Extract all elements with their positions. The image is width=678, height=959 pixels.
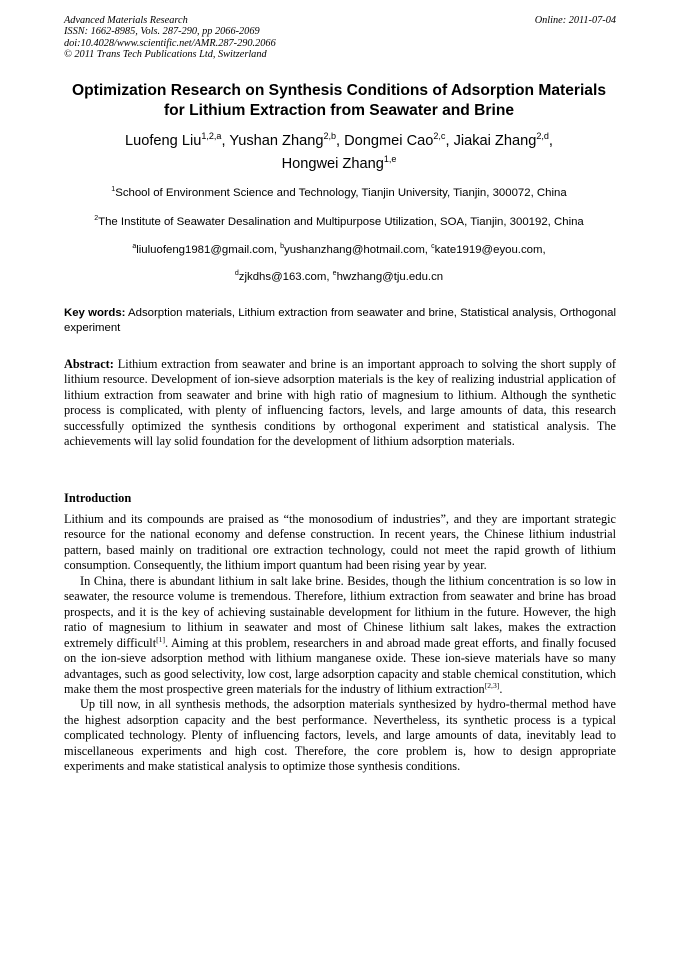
journal-name: Advanced Materials Research bbox=[64, 15, 188, 26]
email-address: liuluofeng1981@gmail.com, bbox=[136, 244, 281, 256]
paragraph-text: . Aiming at this problem, researchers in and abroad made great efforts, and finally focused on the ion-sieve adsorption method with lithium manganese oxide. These ion-sieve materials have so many advantages, such as good selectivity, low cost, large adsorption capacity and stable chemical constitution, which make them the most prospective green materials for the industry of lithium extraction bbox=[64, 635, 616, 696]
email-superscript: b bbox=[280, 243, 285, 251]
author-name: Jiakai Zhang bbox=[453, 133, 537, 149]
citation-ref: [2,3] bbox=[484, 680, 500, 690]
author-superscript: 2,c bbox=[433, 131, 446, 142]
author-list bbox=[40, 130, 638, 176]
author-separator: , bbox=[336, 133, 345, 149]
email-superscript: a bbox=[132, 243, 137, 251]
affiliation-superscript: 1 bbox=[111, 186, 116, 194]
title-line-1: Optimization Research on Synthesis Conditions of Adsorption Materials bbox=[71, 82, 606, 99]
abstract-block bbox=[64, 357, 616, 449]
affiliation-2 bbox=[30, 215, 648, 229]
email-address: kate1919@eyou.com, bbox=[434, 244, 546, 256]
author-name: Luofeng Liu bbox=[125, 133, 202, 149]
keywords-text: Adsorption materials, Lithium extraction from seawater and brine, Statistical analysis, Orthogonal experiment bbox=[64, 307, 616, 335]
paragraph: Lithium and its compounds are praised as “the monosodium of industries”, and they are important strategic resource for the national economy and defense construction. In recent years, the Chinese lithium industrial pattern, based mainly on traditional ore extraction technology, could not meet the rapid growth of lithium consumption. Consequently, the lithium import quantum had been rising year by year. bbox=[64, 512, 616, 573]
keywords-block bbox=[64, 306, 616, 336]
affiliation-superscript: 2 bbox=[94, 215, 99, 223]
paragraph-text: . bbox=[499, 681, 503, 696]
email-superscript: d bbox=[234, 270, 239, 278]
author-separator: , bbox=[221, 133, 230, 149]
paragraph: Up till now, in all synthesis methods, the adsorption materials synthesized by hydro-thermal method have the highest adsorption capacity and the best performance. Nevertheless, its synthetic process is a typical complicated technology. Plenty of influencing factors, levels, and large amounts of data, inevitably lead to miscellaneous experiments and high cost. Therefore, the core problem is, how to design appropriate experiments and make statistical analysis to optimize those synthesis conditions. bbox=[64, 697, 616, 774]
email-line-2 bbox=[30, 270, 648, 284]
email-address: zjkdhs@163.com, bbox=[238, 271, 333, 283]
author-line-2 bbox=[40, 153, 638, 176]
author-superscript: 1,e bbox=[383, 154, 397, 165]
paragraph-text: In China, there is abundant lithium in salt lake brine. Besides, though the lithium concentration is so low in seawater, the resource volume is tremendous. Therefore, lithium extraction from seawater and brine has broad prospects, and it is the key of achieving sustainable development for lithium in the future. However, the high ratio of magnesium to lithium in seawater and most of Chinese lithium salt lakes, makes the extraction extremely difficult bbox=[64, 573, 616, 650]
author-name: Hongwei Zhang bbox=[281, 156, 384, 172]
paragraph bbox=[64, 574, 616, 698]
author-superscript: 1,2,a bbox=[201, 131, 222, 142]
affiliation-text: School of Environment Science and Technology, Tianjin University, Tianjin, 300072, China bbox=[115, 187, 567, 199]
author-name: Dongmei Cao bbox=[344, 133, 434, 149]
email-address: yushanzhang@hotmail.com, bbox=[284, 244, 432, 256]
affiliation-text: The Institute of Seawater Desalination and Multipurpose Utilization, SOA, Tianjin, 300192, China bbox=[98, 216, 584, 228]
citation-ref: [1] bbox=[156, 634, 165, 644]
copyright-line: © 2011 Trans Tech Publications Ltd, Switzerland bbox=[64, 49, 267, 61]
doi-line: doi:10.4028/www.scientific.net/AMR.287-290.2066 bbox=[64, 37, 276, 49]
issn-line: ISSN: 1662-8985, Vols. 287-290, pp 2066-2069 bbox=[64, 26, 260, 38]
author-separator: , bbox=[445, 133, 454, 149]
paper-title bbox=[40, 81, 638, 121]
email-line-1 bbox=[30, 243, 648, 257]
abstract-label: Abstract: bbox=[64, 357, 114, 371]
introduction-body bbox=[64, 512, 616, 775]
journal-header bbox=[64, 15, 616, 61]
email-superscript: e bbox=[332, 270, 337, 278]
keywords-label: Key words: bbox=[64, 307, 126, 319]
author-line-1 bbox=[40, 130, 638, 153]
author-superscript: 2,b bbox=[323, 131, 337, 142]
affiliation-1 bbox=[30, 186, 648, 200]
email-address: hwzhang@tju.edu.cn bbox=[336, 271, 444, 283]
title-line-2: for Lithium Extraction from Seawater and Brine bbox=[163, 102, 515, 119]
section-heading-introduction: Introduction bbox=[64, 491, 132, 505]
online-date: Online: 2011-07-04 bbox=[534, 15, 616, 26]
author-separator: , bbox=[548, 133, 553, 149]
author-superscript: 2,d bbox=[536, 131, 549, 142]
email-superscript: c bbox=[431, 243, 435, 251]
abstract-text: Lithium extraction from seawater and brine is an important approach to solving the short supply of lithium resource. Development of ion-sieve adsorption materials is the key of realizing industrial application of lithium extraction from seawater and brine with high ratio of magnesium to lithium. Although the synthetic process is complicated, with plenty of influencing factors, levels, and large amounts of data, this research successfully optimized the synthesis conditions by orthogonal experiment and statistical analysis. The achievements will lay solid foundation for the development of lithium adsorption materials. bbox=[64, 357, 617, 449]
author-name: Yushan Zhang bbox=[229, 133, 324, 149]
